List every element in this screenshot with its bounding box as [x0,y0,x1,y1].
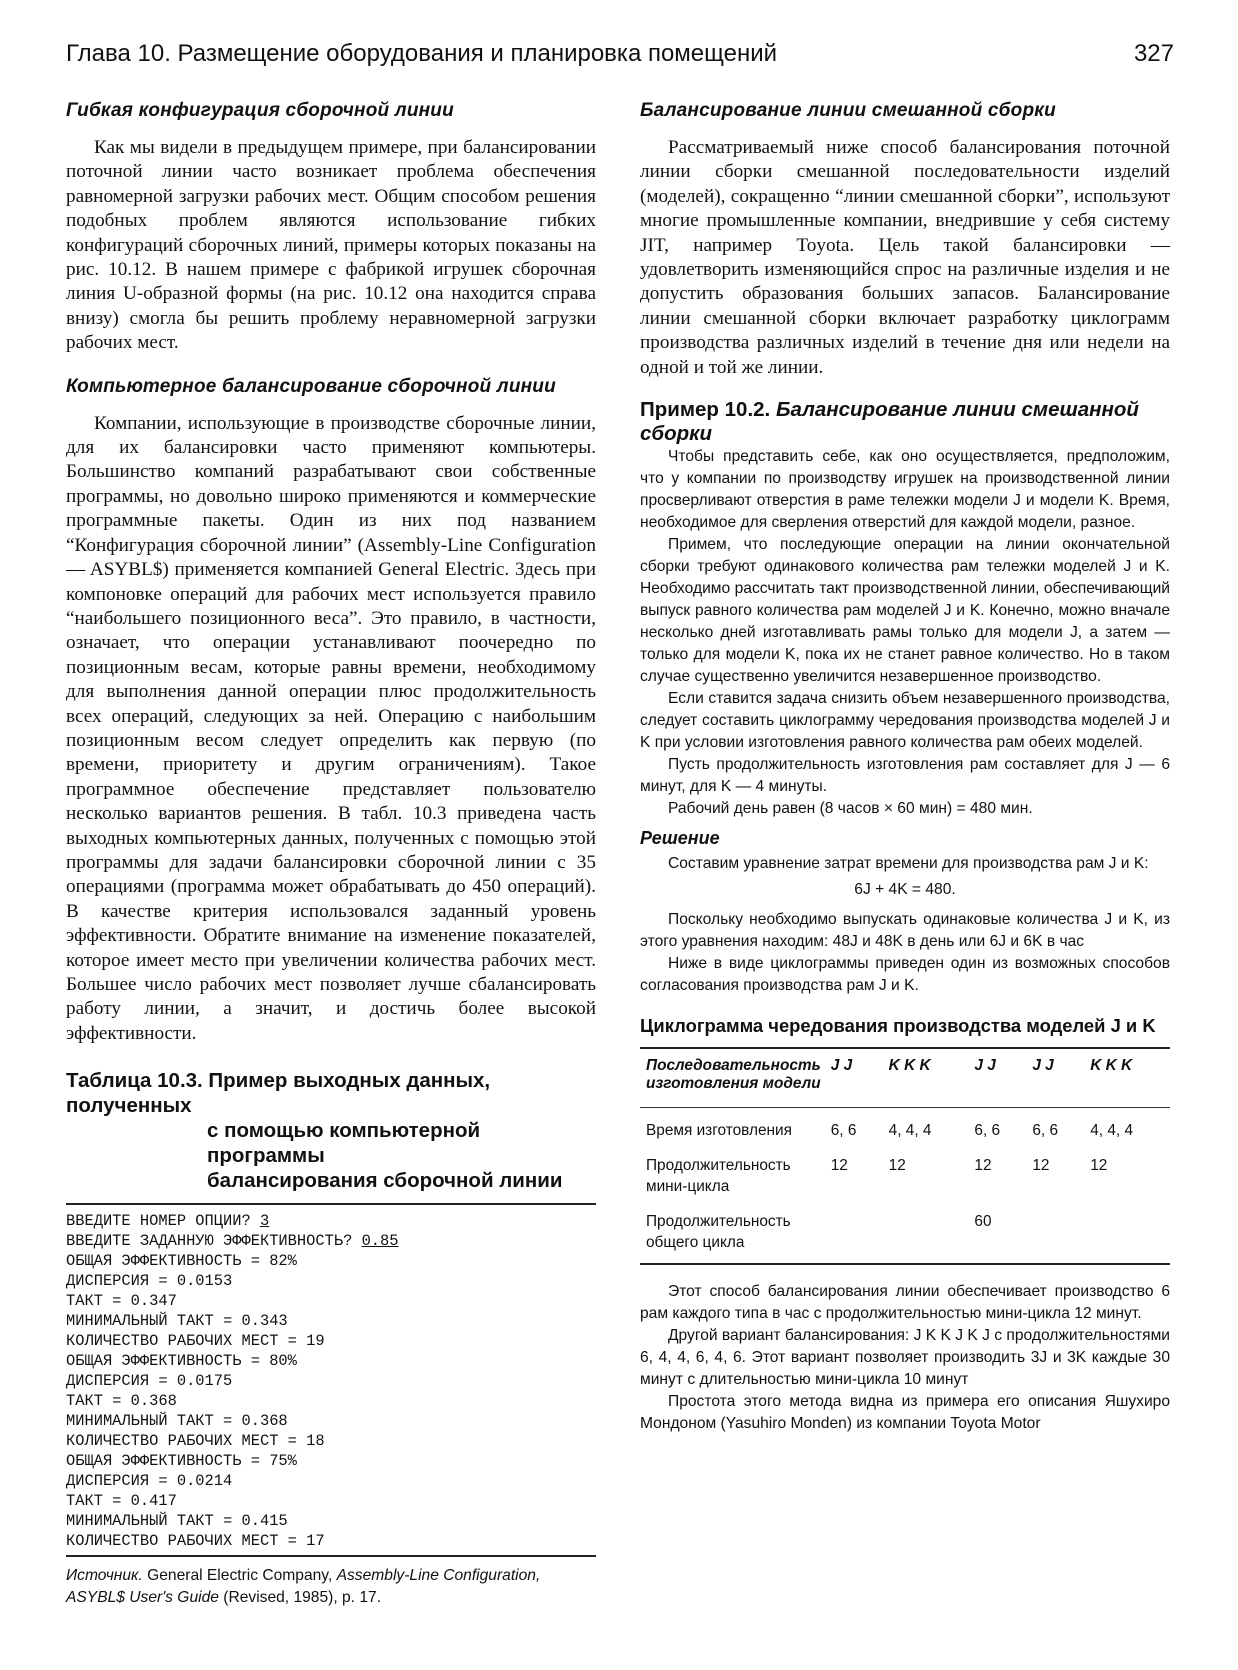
section-heading-computer-balancing: Компьютерное балансирование сборочной линии [66,375,556,397]
example-title-text: Балансирование линии смешанной сборки [640,398,1139,446]
section-heading-flexible-line: Гибкая конфигурация сборочной линии [66,100,454,121]
program-output-listing [66,1211,596,1555]
header-cell: J J [1032,1057,1054,1075]
table-bottom-rule [66,1555,596,1557]
table-cell: 6, 6 [830,1122,857,1140]
table-row [640,1108,1170,1152]
example-paragraph-3: Если ставится задача снизить объем незавершенного производства, следует составить циклограмму чередования производства моделей J и K при условии изготовления равного количества рам обеих моделей. [640,690,1170,752]
table-cell: 12 [974,1157,992,1175]
table-cell: 60 [974,1213,992,1231]
example-paragraph-2: Примем, что последующие операции на линии окончательной сборки требуют одинакового количества рам тележки моделей J и K. Необходимо рассчитать такт производственной линии, обеспечивающий выпуск равного количества рам моделей J и K. Конечно, можно вначале несколько дней изготавливать рамы только для модели J, а затем — только для модели K, пока их не станет равное количество. Но в таком случае существенно увеличится незавершенное производство. [640,536,1170,686]
table-cell: 6, 6 [1032,1122,1058,1140]
solution-paragraph-1: Составим уравнение затрат времени для производства рам J и K: [668,855,1149,873]
left-column [66,100,596,1609]
source-title: Assembly-Line Configuration, ASYBL$ User's Guide [66,1567,541,1607]
table-cell: Продолжительность общего цикла [646,1213,791,1252]
example-paragraph-1: Чтобы представить себе, как оно осуществляется, предположим, что у компании по производству игрушек на производственной линии просверливают отверстия в раме тележки модели J и модели K. Время, необходимое для сверления отверстий для каждой модели, разное. [640,448,1170,532]
table-cell: 12 [830,1157,848,1175]
table-cell [1084,1207,1170,1264]
source-text-2: (Revised, 1985), p. 17. [218,1589,382,1607]
page-number: 327 [1133,40,1174,67]
header-cell: K K K [888,1057,931,1075]
table-cell: Время изготовления [646,1122,792,1140]
solution-paragraph-3: Ниже в виде циклограммы приведен один из возможных способов согласования производства рам J и K. [640,955,1170,995]
table-cell: 12 [1032,1157,1050,1175]
right-column [640,100,1170,1435]
example-paragraph-4: Пусть продолжительность изготовления рам составляет для J — 6 минут, для K — 4 минуты. [640,756,1170,796]
cyclogram-table [640,1047,1170,1265]
table-cell: 6, 6 [974,1122,1001,1140]
table-cell: Продолжительность мини-цикла [646,1157,791,1196]
after-paragraph-1: Этот способ балансирования линии обеспечивает производство 6 рам каждого типа в час с продолжительностью мини-цикла 12 минут. [640,1283,1170,1323]
paragraph-mixed-line: Рассматриваемый ниже способ балансирования поточной линии сборки смешанной последовательности изделий (моделей), сокращенно “линии смешанной сборки”, используют многие промышленные компании, внедрившие у себя систему JIT, например Toyota. Цель такой балансировки — удовлетворить изменяющийся спрос на различные изделия и не допустить образования больших запасов. Балансирование линии смешанной сборки включает разработку циклограмм производства различных изделий в течение дня или недели на одной и той же линии. [640,137,1170,378]
table-cell: 12 [888,1157,906,1175]
after-paragraph-3: Простота этого метода видна из примера его описания Яшухиро Мондоном (Yasuhiro Monden) из компании Toyota Motor [640,1393,1170,1433]
table-row [640,1151,1170,1207]
cyclogram-title: Циклограмма чередования производства моделей J и K [640,1015,1156,1037]
table-top-rule [66,1203,596,1205]
listing-efficiency-value: 0.85 [361,1232,399,1251]
table-cell [825,1207,883,1264]
running-head: Глава 10. Размещение оборудования и планировка помещений [66,40,778,67]
table-cell [1026,1207,1084,1264]
paragraph-computer-balancing: Компании, использующие в производстве сборочные линии, для их балансировки часто применяют компьютеры. Большинство компаний разрабатывают свои собственные программы, но довольно широко применяются и коммерческие программные пакеты. Один из них под названием “Конфигурация сборочной линии” (Assembly-Line Configuration — ASYBL$) применяется компанией General Electric. Здесь при компоновке операций для рабочих мест используется правило “наибольшего позиционного веса”. Это правило, в частности, означает, что операции устанавливают поочередно по позиционным весам, которые равны времени, необходимому для выполнения данной операции плюс продолжительность всех операций, следующих за ней. Операцию с наибольшим позиционным весом следует определить как первую (по времени, приоритету и другим ограничениям). Такое программное обеспечение представляет пользователю несколько вариантов решения. В табл. 10.3 приведена часть выходных компьютерных данных, полученных с помощью этой программы для задачи балансировки сборочной линии с 35 операциями (программа может обрабатывать до 450 операций). В качестве критерия использовался заданный уровень эффективности. Обратите внимание на изменение показателей, которое имеет место при увеличении количества рабочих мест. Большее число рабочих мест позволяет лучше сбалансировать работу линии, а значит, и достичь более высокой эффективности. [66,412,596,1044]
example-title [640,398,1170,446]
header-cell: J J [974,1057,996,1075]
listing-option-value: 3 [259,1212,270,1231]
table-cell: 4, 4, 4 [1090,1122,1134,1140]
header-cell: K K K [1090,1057,1133,1075]
example-number: Пример 10.2. [640,398,776,422]
table-cell: 12 [1090,1157,1108,1175]
listing-results: ОБЩАЯ ЭФФЕКТИВНОСТЬ = 82% ДИСПЕРСИЯ = 0.0153 ТАКТ = 0.347 МИНИМАЛЬНЫЙ ТАКТ = 0.343 КОЛИЧЕСТВО РАБОЧИХ МЕСТ = 19 ОБЩАЯ ЭФФЕКТИВНОСТЬ = 80% ДИСПЕРСИЯ = 0.0175 ТАКТ = 0.368 МИНИМАЛЬНЫЙ ТАКТ = 0.368 КОЛИЧЕСТВО РАБОЧИХ МЕСТ = 18 ОБЩАЯ ЭФФЕКТИВНОСТЬ = 75% ДИСПЕРСИЯ = 0.0214 ТАКТ = 0.417 МИНИМАЛЬНЫЙ ТАКТ = 0.415 КОЛИЧЕСТВО РАБОЧИХ МЕСТ = 17 [66,1252,325,1551]
cyclogram-header-row [640,1048,1170,1108]
table-source-note [66,1565,596,1609]
paragraph-flexible-line: Как мы видели в предыдущем примере, при балансировании поточной линии часто возникает проблема обеспечения равномерной загрузки рабочих мест. Общим способом решения подобных проблем являются использование гибких конфигураций сборочных линий, примеры которых показаны на рис. 10.12. В нашем примере с фабрикой игрушек сборочная линия U-образной формы (на рис. 10.12 она находится справа внизу) смогла бы решить проблему неравномерной загрузки рабочих мест. [66,137,596,354]
table-title-line-3: балансирования сборочной линии [207,1169,563,1193]
table-10-3-title [66,1068,596,1193]
table-row [640,1207,1170,1264]
header-cell: Последовательность изготовления модели [646,1057,821,1093]
after-paragraph-2: Другой вариант балансирования: J K K J K J с продолжительностями 6, 4, 4, 6, 4, 6. Этот вариант позволяет производить 3J и 3K каждые 30 минут с длительностью мини-цикла 10 минут [640,1327,1170,1389]
section-heading-mixed-line: Балансирование линии смешанной сборки [640,100,1056,121]
time-equation: 6J + 4K = 480. [854,881,956,899]
listing-prompt-efficiency: ВВЕДИТЕ ЗАДАННУЮ ЭФФЕКТИВНОСТЬ? [66,1232,362,1251]
example-paragraph-5: Рабочий день равен (8 часов × 60 мин) = 480 мин. [668,800,1033,818]
source-label: Источник. [66,1567,143,1585]
solution-paragraph-2: Поскольку необходимо выпускать одинаковые количества J и K, из этого уравнения находим: 48J и 48K в день или 6J и 6K в час [640,911,1170,951]
table-title-line-2: с помощью компьютерной программы [207,1119,481,1168]
table-cell: 4, 4, 4 [888,1122,932,1140]
table-title-line-1: Таблица 10.3. Пример выходных данных, полученных [66,1069,491,1118]
header-cell: J J [830,1057,853,1075]
source-text-1: General Electric Company, [142,1567,337,1585]
listing-prompt-option: ВВЕДИТЕ НОМЕР ОПЦИИ? [66,1212,260,1231]
table-cell [883,1207,969,1264]
solution-heading: Решение [640,828,720,849]
